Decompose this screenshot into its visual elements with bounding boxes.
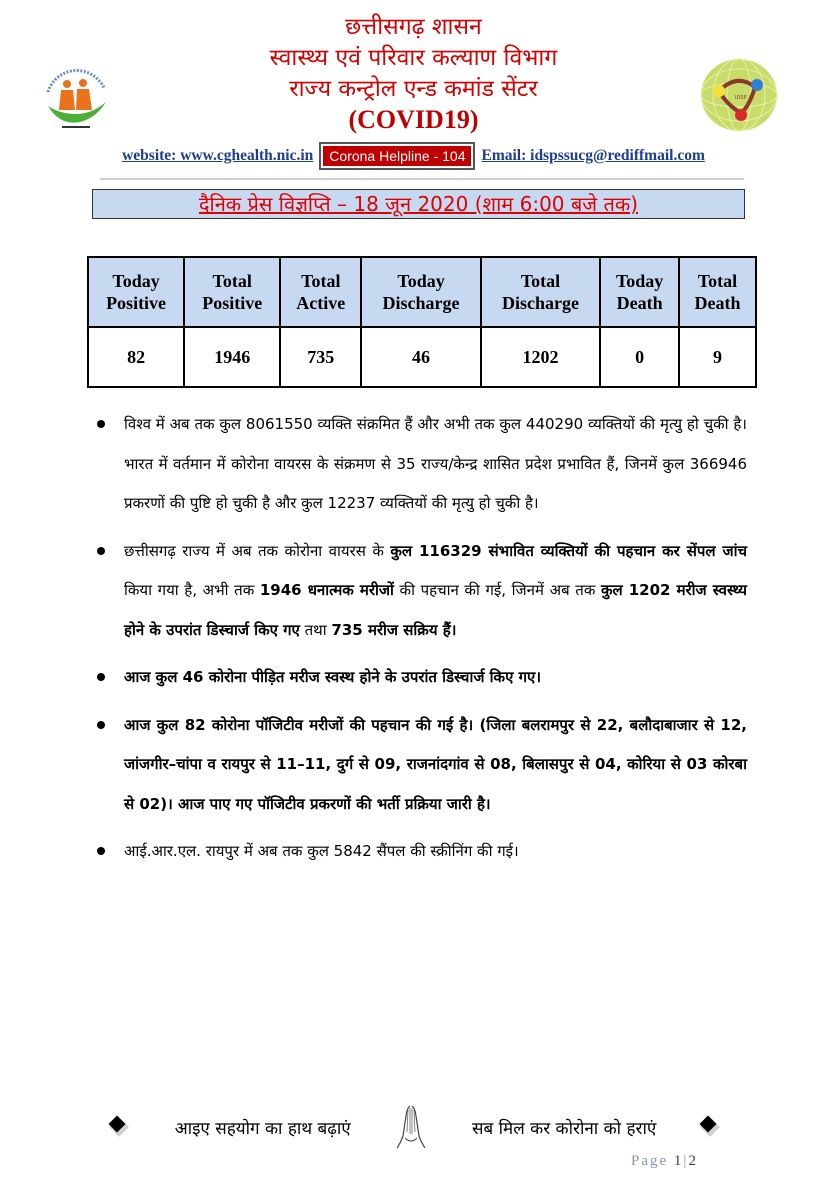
value-total-discharge: 1202	[481, 327, 600, 387]
value-total-active: 735	[280, 327, 361, 387]
slogan-left: आइए सहयोग का हाथ बढ़ाएं	[174, 1118, 351, 1139]
value-today-death: 0	[600, 327, 679, 387]
header-total-positive: Total Positive	[184, 257, 280, 327]
header-today-death: Today Death	[600, 257, 679, 327]
value-today-discharge: 46	[361, 327, 480, 387]
header-total-discharge: Total Discharge	[481, 257, 600, 327]
header-total-active: Total Active	[280, 257, 361, 327]
header-divider	[100, 178, 744, 180]
bullet-icon	[97, 547, 105, 555]
header-total-death: Total Death	[679, 257, 756, 327]
header-today-discharge: Today Discharge	[361, 257, 480, 327]
contact-row	[0, 142, 827, 170]
value-total-death: 9	[679, 327, 756, 387]
press-release-title: दैनिक प्रेस विज्ञप्ति – 18 जून 2020 (शाम 6:00 बजे तक)	[198, 192, 639, 216]
bulletin-list	[97, 405, 747, 880]
helpline-badge: Corona Helpline - 104	[323, 146, 471, 166]
folded-hands-icon	[393, 1102, 429, 1152]
footer-slogan	[108, 1102, 723, 1152]
list-item-state-stats: छत्तीसगढ़ राज्य में अब तक कोरोना वायरस के कुल 116329 संभावित व्यक्तियों की पहचान कर सेंपल जांच किया गया है, अभी तक 1946 धनात्मक मरीजों की पहचान की गई, जिनमें अब तक कुल 1202 मरीज स्वस्थ्य होने के उपरांत डिस्चार्ज किए गए तथा 735 मरीज सक्रिय हैं।	[97, 532, 747, 651]
document-header	[0, 12, 827, 135]
diamond-right-icon	[699, 1115, 723, 1139]
email-link[interactable]: Email: idspssucg@rediffmail.com	[481, 147, 705, 164]
bullet-icon	[97, 420, 105, 428]
bullet-icon	[97, 673, 105, 681]
press-release-banner	[92, 189, 745, 219]
list-item-irl-screening: आई.आर.एल. रायपुर में अब तक कुल 5842 सैंपल की स्क्रीनिंग की गई।	[97, 832, 747, 872]
helpline-box	[319, 142, 475, 170]
slogan-right: सब मिल कर कोरोना को हराएं	[472, 1118, 657, 1139]
bullet-icon	[97, 721, 105, 729]
department-title: स्वास्थ्य एवं परिवार कल्याण विभाग	[269, 45, 558, 71]
list-item-world-stats: विश्व में अब तक कुल 8061550 व्यक्ति संक्रमित हैं और अभी तक कुल 440290 व्यक्तियों की मृत्यु हो चुकी है। भारत में वर्तमान में कोरोना वायरस के संक्रमण से 35 राज्य/केन्द्र शासित प्रदेश प्रभावित हैं, जिनमें कुल 366946 प्रकरणों की पुष्टि हो चुकी है और कुल 12237 व्यक्तियों की मृत्यु हो चुकी है।	[97, 405, 747, 524]
command-center-title: राज्य कन्ट्रोल एन्ड कमांड सेंटर	[289, 76, 538, 102]
covid-stats-table	[87, 256, 757, 388]
government-title: छत्तीसगढ़ शासन	[345, 14, 482, 40]
header-today-positive: Today Positive	[88, 257, 184, 327]
list-item-positive-today: आज कुल 82 कोरोना पॉजिटीव मरीजों की पहचान की गई है। (जिला बलरामपुर से 22, बलौदाबाजार से 12, जांजगीर–चांपा व रायपुर से 11–11, दुर्ग से 09, राजनांदगांव से 08, बिलासपुर से 04, कोरिया से 03 कोरबा से 02)। आज पाए गए पॉजिटीव प्रकरणों की भर्ती प्रक्रिया जारी है।	[97, 706, 747, 825]
table-row	[88, 327, 756, 387]
covid-title: (COVID19)	[348, 105, 479, 134]
value-total-positive: 1946	[184, 327, 280, 387]
page-number: Page 1|2	[631, 1153, 698, 1169]
svg-text:IDSP: IDSP	[735, 95, 747, 101]
website-link[interactable]: website: www.cghealth.nic.in	[122, 147, 314, 164]
diamond-left-icon	[108, 1115, 132, 1139]
list-item-discharged-today: आज कुल 46 कोरोना पीड़ित मरीज स्वस्थ होने के उपरांत डिस्चार्ज किए गए।	[97, 658, 747, 698]
table-header-row	[88, 257, 756, 327]
value-today-positive: 82	[88, 327, 184, 387]
bullet-icon	[97, 847, 105, 855]
